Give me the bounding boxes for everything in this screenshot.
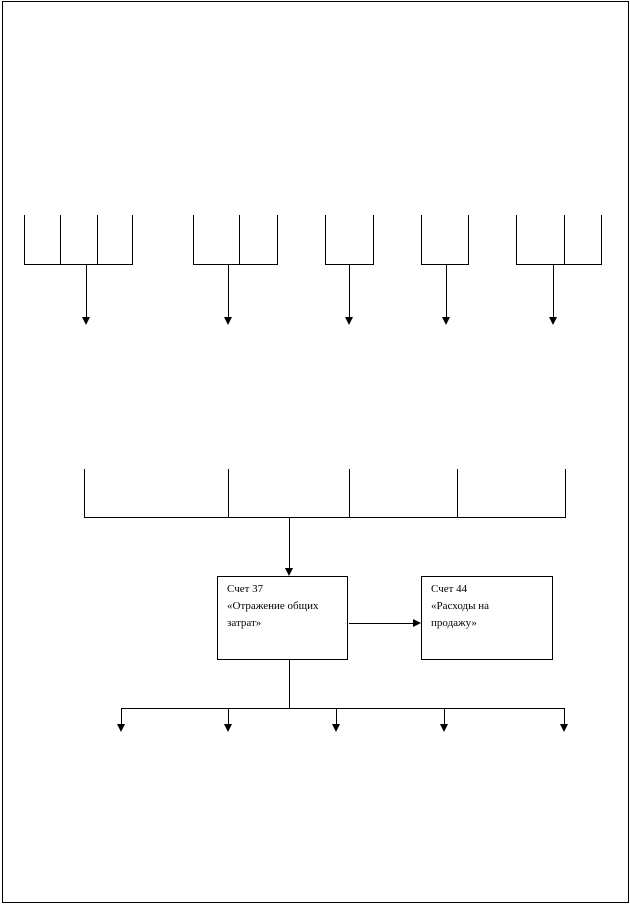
taccount-vertical-line xyxy=(564,215,565,264)
account-44-name-line-1: «Расходы на xyxy=(431,600,490,612)
flow-arrow-stem xyxy=(446,265,447,317)
arrowhead-down-icon xyxy=(440,724,448,732)
taccount-vertical-line xyxy=(277,215,278,264)
flow-arrow-stem xyxy=(349,265,350,317)
arrowhead-down-icon xyxy=(117,724,125,732)
collector-to-box-arrow-stem xyxy=(289,518,290,568)
arrowhead-down-icon xyxy=(560,724,568,732)
taccount-vertical-line xyxy=(373,215,374,264)
flow-arrow-stem xyxy=(349,623,413,624)
account-37-title: Счет 37 xyxy=(227,583,264,595)
flow-arrow-stem xyxy=(564,709,565,724)
taccount-vertical-line xyxy=(97,215,98,264)
taccount-vertical-line xyxy=(132,215,133,264)
collector-rail-line xyxy=(84,517,566,518)
flow-arrow-stem xyxy=(444,709,445,724)
arrowhead-down-icon xyxy=(442,317,450,325)
flow-arrow-stem xyxy=(86,265,87,317)
distribution-rail-line xyxy=(121,708,565,709)
arrowhead-down-icon xyxy=(224,317,232,325)
taccount-vertical-line xyxy=(601,215,602,264)
arrowhead-down-icon xyxy=(224,724,232,732)
collector-tick-line xyxy=(228,469,229,517)
flow-arrow-stem xyxy=(336,709,337,724)
taccount-vertical-line xyxy=(24,215,25,264)
taccount-vertical-line xyxy=(60,215,61,264)
flow-arrow-stem xyxy=(228,709,229,724)
taccount-base-line xyxy=(421,264,469,265)
arrowhead-down-icon xyxy=(345,317,353,325)
account-44-box xyxy=(421,576,553,660)
taccount-vertical-line xyxy=(421,215,422,264)
taccount-vertical-line xyxy=(325,215,326,264)
collector-tick-line xyxy=(84,469,85,517)
account-37-name-line-2: затрат» xyxy=(227,617,262,629)
arrowhead-down-icon xyxy=(285,568,293,576)
collector-tick-line xyxy=(565,469,566,517)
flow-arrow-stem xyxy=(121,709,122,724)
taccount-base-line xyxy=(193,264,278,265)
arrowhead-down-icon xyxy=(332,724,340,732)
account-44-name-line-2: продажу» xyxy=(431,617,477,629)
arrowhead-down-icon xyxy=(82,317,90,325)
arrowhead-down-icon xyxy=(549,317,557,325)
account-44-title: Счет 44 xyxy=(431,583,468,595)
taccount-vertical-line xyxy=(239,215,240,264)
page-border xyxy=(2,1,629,903)
collector-tick-line xyxy=(349,469,350,517)
arrowhead-right-icon xyxy=(413,619,421,627)
taccount-vertical-line xyxy=(468,215,469,264)
flow-arrow-stem xyxy=(553,265,554,317)
flow-arrow-stem xyxy=(228,265,229,317)
box-to-rail-stem xyxy=(289,660,290,708)
account-37-name-line-1: «Отражение общих xyxy=(227,600,319,612)
taccount-vertical-line xyxy=(193,215,194,264)
account-37-box xyxy=(217,576,348,660)
collector-tick-line xyxy=(457,469,458,517)
taccount-base-line xyxy=(516,264,602,265)
taccount-base-line xyxy=(24,264,133,265)
taccount-vertical-line xyxy=(516,215,517,264)
